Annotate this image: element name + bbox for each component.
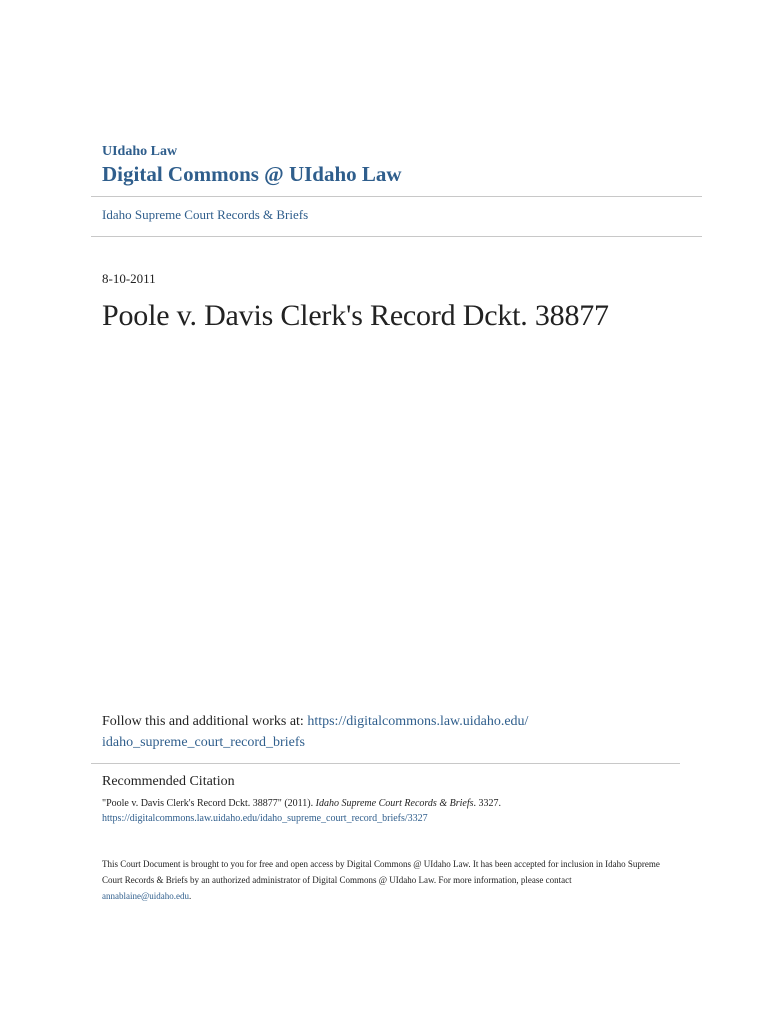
follow-section (102, 711, 662, 753)
notice-end: . (189, 891, 192, 901)
follow-link-line2[interactable]: idaho_supreme_court_record_briefs (102, 735, 305, 750)
citation-series: Idaho Supreme Court Records & Briefs (315, 798, 474, 809)
document-date: 8-10-2011 (102, 271, 156, 286)
citation-prefix: "Poole v. Davis Clerk's Record Dckt. 38877" (2011). (102, 798, 316, 809)
divider-citation (91, 763, 680, 764)
document-title: Poole v. Davis Clerk's Record Dckt. 38877 (102, 299, 609, 332)
citation-text (102, 796, 682, 826)
divider-top (91, 196, 702, 197)
series-link[interactable]: Idaho Supreme Court Records & Briefs (102, 207, 309, 222)
notice-text: This Court Document is brought to you for free and open access by Digital Commons @ UIdaho Law. It has been accepted for inclusion in Idaho Supreme Court Records & Briefs by an authorized administrator of Digital Commons @ UIdaho Law. For more information, please contact (102, 859, 660, 885)
follow-link-line1[interactable]: https://digitalcommons.law.uidaho.edu/ (307, 714, 529, 729)
follow-prefix: Follow this and additional works at: (102, 714, 308, 729)
citation-heading: Recommended Citation (102, 774, 235, 789)
brand-small-title[interactable]: UIdaho Law (102, 144, 178, 159)
contact-email-link[interactable]: annablaine@uidaho.edu (102, 891, 190, 901)
citation-url[interactable]: https://digitalcommons.law.uidaho.edu/idaho_supreme_court_record_briefs/3327 (102, 813, 428, 824)
divider-series (91, 236, 702, 237)
brand-large-title[interactable]: Digital Commons @ UIdaho Law (102, 162, 402, 186)
citation-suffix: . 3327. (473, 798, 501, 809)
access-notice (102, 856, 662, 904)
